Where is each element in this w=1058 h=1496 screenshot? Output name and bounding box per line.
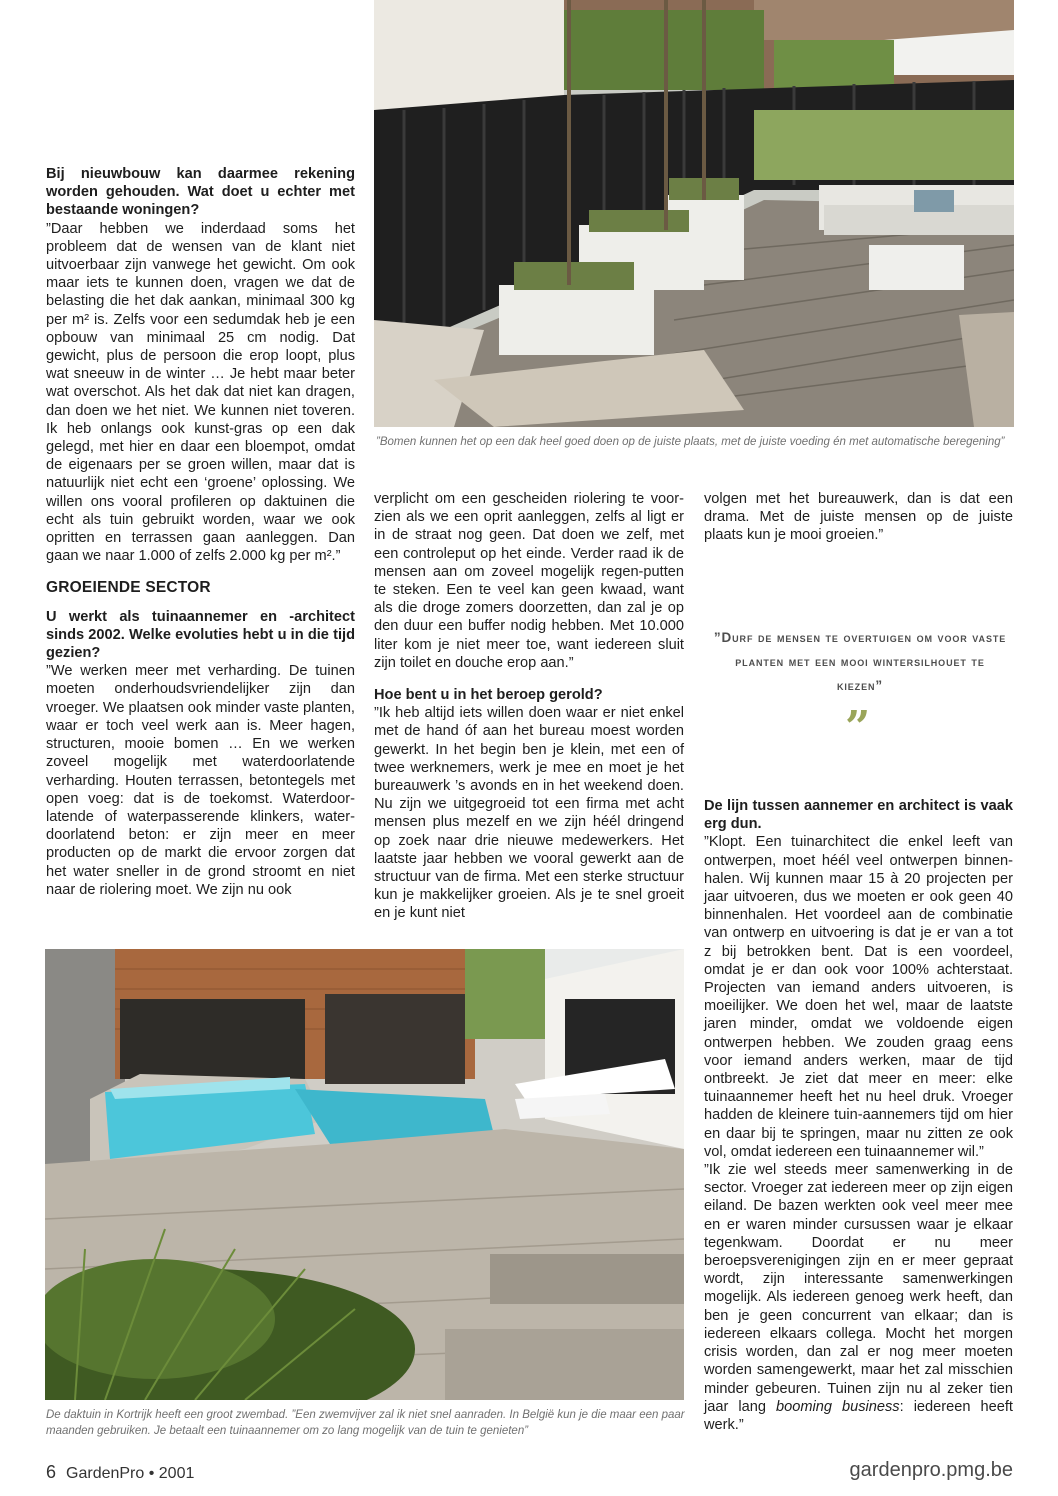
answer-5-italic: booming business <box>776 1398 900 1415</box>
publication-name: GardenPro • 2001 <box>66 1465 195 1482</box>
paragraph-bureauwerk: volgen met het bureauwerk, dan is dat een drama. Met de juiste mensen op de juiste plaats kun je mooi groeien.” <box>704 491 1013 544</box>
footer-left <box>46 1462 194 1483</box>
section-heading: GROEIENDE SECTOR <box>46 579 211 597</box>
answer-2: ”We werken meer met verharding. De tuinen moeten onderhoudsvriendelijker zijn dan vroeger. We plaatsen ook minder vaste planten, waar er toch veel werk aan is. Meer hagen, structuren, mooie bomen … En we werken zoveel mogelijk met waterdoorlatende verharding. Houten terrassen, betontegels met open voeg: dat is de toekomst. Waterdoor-latende of waterpasserende klinkers, water-doorlatend beton: er zijn meer en meer producten op de markt die ervoor zorgen dat het water sneller in de grond stroomt en niet naar de riolering moet. We zijn nu ook <box>46 663 355 898</box>
question-4: De lijn tussen aannemer en architect is vaak erg dun. <box>704 798 1013 833</box>
answer-5 <box>704 1161 1013 1434</box>
photo-pool <box>45 949 684 1400</box>
column-3-top <box>704 490 1013 545</box>
quote-mark-icon: ” <box>845 702 871 753</box>
question-3: Hoe bent u in het beroep gerold? <box>374 687 603 704</box>
answer-5-text: ”Ik zie wel steeds meer samenwerking in de sector. Vroeger zat iedereen meer op zijn eigen eiland. De bazen werkten ook veel meer mee en er waren minder cursussen waar je elkaar tegenkwam. Doordat er nu meer beroepsverenigingen zijn en er meer gepraat wordt, zijn interessante samenwerkingen mogelijk. Als iedereen genoeg werk heeft, dan ben je geen concurrent van elkaar; dan is iedereen elkaars collega. Mocht het morgen crisis worden, dan zal er nog meer moeten worden samengewerkt, maar het zal misschien minder gebeuren. Tuinen zijn nu al zeker tien jaar lang <box>704 1162 1013 1415</box>
column-3-bottom <box>704 797 1013 1434</box>
answer-4: ”Klopt. Een tuinarchitect die enkel leeft van ontwerpen, moet héél veel ontwerpen binnen-halen. Wij kunnen maar 15 à 20 projecten per jaar uitvoeren, dus we moeten er ook geen 40 binnenhalen. Het voordeel aan de combinatie van ontwerp en uitvoering is dat je er van a tot z bij betrokken bent. Dat is een voordeel, omdat je er dan ook voor 100% achterstaat. Projecten van iemand anders uitvoeren, is moeilijker. We doen het wel, maar de laatste jaren minder, omdat we voldoende eigen ontwerpen hebben. We zouden graag eens voor iemand anders werken, maar de tijd ontbreekt. Je ziet dat meer en meer: elke tuinaannemer heeft het nu heel druk. Vroeger hadden de kleinere tuin-aannemers tijd om hier en daar bij te springen, maar nu zitten ze ook vol, omdat iedereen een tuinaannemer wil.” <box>704 834 1013 1160</box>
column-1 <box>46 165 355 899</box>
pool-illustration <box>45 949 684 1400</box>
question-2: U werkt als tuinaannemer en -architect sinds 2002. Welke evoluties hebt u in die tijd gezien? <box>46 608 355 662</box>
paragraph-riolering: verplicht om een gescheiden riolering te voor-zien als we een oprit aanleggen, zelfs al ligt er in de straat nog geen. Dat doen we zelf, met een controleput op het einde. Verder raad ik de mensen aan om zoveel mogelijk regen-putten te steken. Een te veel kan geen kwaad, want als die droge zomers doorzetten, dan zal je op den duur een buffer nodig hebben. Met 10.000 liter kom je niet meer toe, want iedereen sluit zijn toilet en douche erop aan.” <box>374 491 684 671</box>
photo-roof-terrace <box>374 0 1014 427</box>
roof-terrace-illustration <box>374 0 1014 427</box>
caption-bottom: De daktuin in Kortrijk heeft een groot zwembad. ”Een zwemvijver zal ik niet snel aanraden. In België kun je die maar een paar maanden gebruiken. Je betaalt een tuinaannemer om zo lang mogelijk van de tuin te genieten” <box>46 1409 685 1437</box>
answer-3: ”Ik heb altijd iets willen doen waar er niet enkel met de hand óf aan het bureau moest worden gewerkt. In het begin ben je klein, met een of twee werknemers, werk je mee en moet je het bureauwerk ’s avonds en in het weekend doen. Nu zijn we uitgegroeid tot een firma met acht mensen plus mezelf en we zijn héél dringend op zoek naar drie nieuwe medewerkers. Het laatste jaar hebben we vooral gewerkt aan de structuur van de firma. Met een sterke structuur kun je makkelijker groeien. Als je te snel groeit en je kunt niet <box>374 705 684 922</box>
answer-5-end: : iedereen heeft werk.” <box>704 1398 1013 1433</box>
answer-1: ”Daar hebben we inderdaad soms het probleem dat de wensen van de klant niet uitvoerbaar zijn vanwege het gewicht. Om ook maar iets te kunnen doen, vragen we dat de belasting die het dak aankan, minimaal 300 kg per m² is. Zelfs voor een sedumdak heb je een opbouw van minimaal 25 cm nodig. Dat gewicht, plus de persoon die erop loopt, plus wat sneeuw in de winter … Je hebt maar beter wat overschot. Als het dak dat niet kan dragen, dan doen we het niet. We kunnen niet toveren. Ik heb onlangs ook kunst-gras op een dak gelegd, met hier en daar een bloempot, omdat de eigenaars per se groen willen, maar dat is natuurlijk niet echt een ‘groene’ oplossing. We willen ons vooral profileren op daktuinen die echt als tuin gebruikt worden, waar we ook opritten en terrassen gaan aanleggen. Dan gaan we naar 1.000 of zelfs 2.000 kg per m².” <box>46 220 355 565</box>
column-2 <box>374 490 684 923</box>
caption-top: ”Bomen kunnen het op een dak heel goed doen op de juiste plaats, met de juiste voeding én met automatische beregening” <box>376 436 1005 448</box>
page-number: 6 <box>46 1462 57 1482</box>
pull-quote: ”Durf de mensen te overtuigen om voor vaste planten met een mooi wintersilhouet te kiezen” <box>713 630 1007 693</box>
website-url[interactable]: gardenpro.pmg.be <box>849 1459 1013 1481</box>
question-1: Bij nieuwbouw kan daarmee rekening worden gehouden. Wat doet u echter met bestaande woningen? <box>46 166 355 219</box>
